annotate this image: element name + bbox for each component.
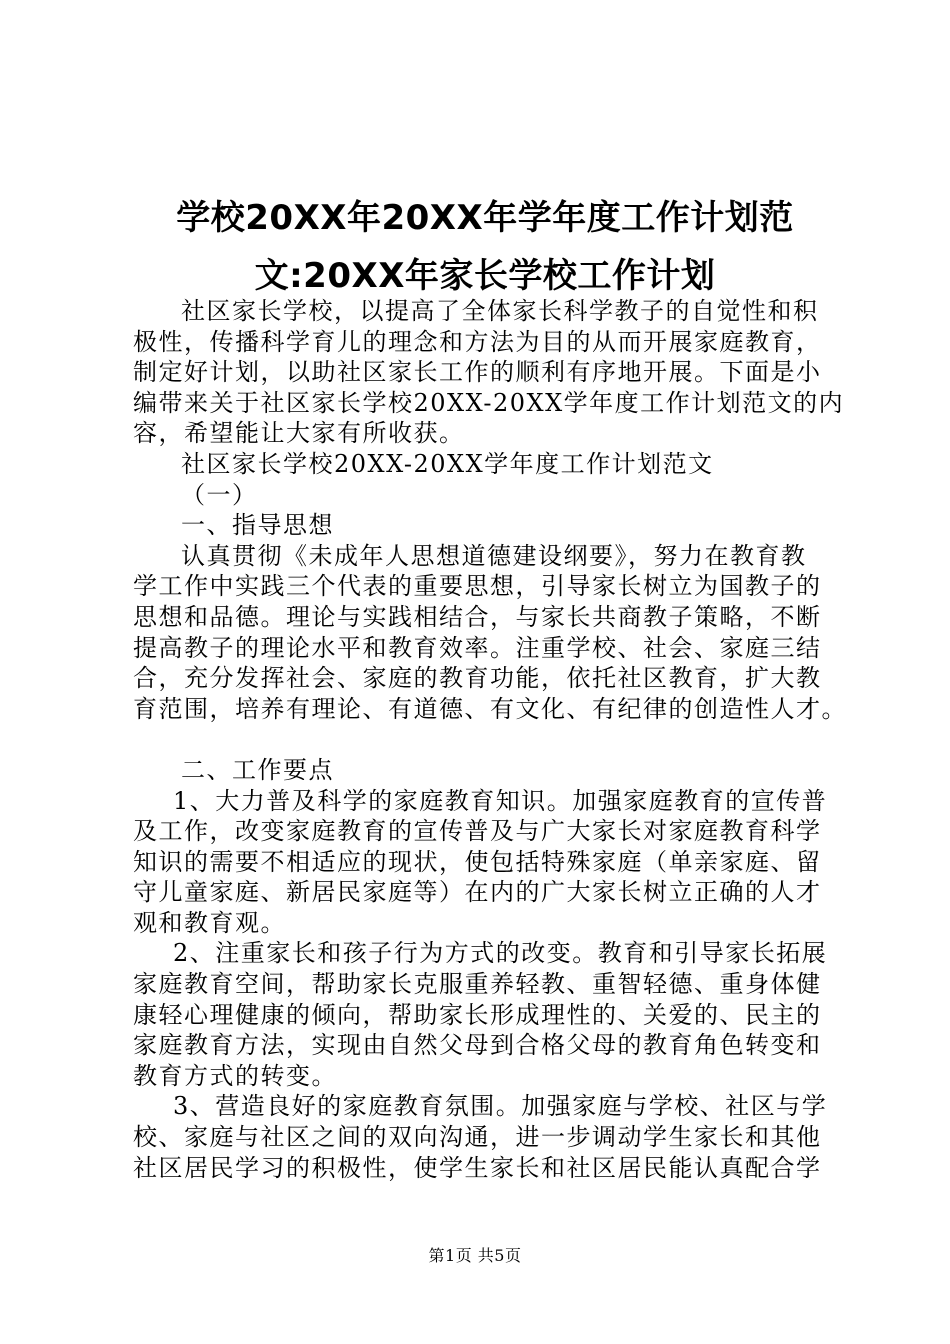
- intro-line: 编带来关于社区家长学校20XX-20XX学年度工作计划范文的内: [133, 388, 845, 417]
- guiding-line: 育范围，培养有理论、有道德、有文化、有纪律的创造性人才。: [133, 694, 847, 723]
- guiding-line: 思想和品德。理论与实践相结合，与家长共商教子策略，不断: [133, 602, 822, 631]
- point-2-line: 康轻心理健康的倾向，帮助家长形成理性的、关爱的、民主的: [133, 1000, 822, 1029]
- point-3-line: 社区居民学习的积极性，使学生家长和社区居民能认真配合学: [133, 1153, 822, 1182]
- point-3-line: 3、营造良好的家庭教育氛围。加强家庭与学校、社区与学: [173, 1092, 828, 1121]
- point-1-line: 观和教育观。: [133, 908, 286, 937]
- section-subtitle: 社区家长学校20XX-20XX学年度工作计划范文: [181, 449, 714, 478]
- heading-work-points: 二、工作要点: [181, 755, 334, 784]
- document-title-line-1: 学校20XX年20XX年学年度工作计划范: [176, 198, 794, 238]
- part-label: （一）: [181, 480, 258, 509]
- document-body: [133, 296, 847, 1183]
- point-1-line: 守儿童家庭、新居民家庭等）在内的广大家长树立正确的人才: [133, 878, 822, 907]
- point-2-line: 教育方式的转变。: [133, 1061, 337, 1090]
- point-2-line: 2、注重家长和孩子行为方式的改变。教育和引导家长拓展: [173, 939, 828, 968]
- document-title-line-2: 文:20XX年家长学校工作计划: [254, 256, 716, 296]
- guiding-line: 提高教子的理论水平和教育效率。注重学校、社会、家庭三结: [133, 633, 822, 662]
- intro-line: 制定好计划，以助社区家长工作的顺利有序地开展。下面是小: [133, 358, 822, 387]
- point-1-line: 及工作，改变家庭教育的宣传普及与广大家长对家庭教育科学: [133, 817, 822, 846]
- intro-line: 容，希望能让大家有所收获。: [133, 419, 465, 448]
- point-2-line: 家庭教育方法，实现由自然父母到合格父母的教育角色转变和: [133, 1031, 822, 1060]
- page-footer: 第1页 共5页: [428, 1246, 522, 1265]
- guiding-line: 学工作中实践三个代表的重要思想，引导家长树立为国教子的: [133, 572, 822, 601]
- point-2-line: 家庭教育空间，帮助家长克服重养轻教、重智轻德、重身体健: [133, 970, 822, 999]
- heading-guiding-ideology: 一、指导思想: [181, 511, 334, 540]
- guiding-line: 合，充分发挥社会、家庭的教育功能，依托社区教育，扩大教: [133, 664, 822, 693]
- point-3-line: 校、家庭与社区之间的双向沟通，进一步调动学生家长和其他: [133, 1123, 822, 1152]
- guiding-line: 认真贯彻《未成年人思想道德建设纲要》，努力在教育教: [181, 541, 807, 570]
- intro-line: 社区家长学校，以提高了全体家长科学教子的自觉性和积: [181, 297, 819, 325]
- point-1-line: 1、大力普及科学的家庭教育知识。加强家庭教育的宣传普: [173, 786, 828, 815]
- point-1-line: 知识的需要不相适应的现状，使包括特殊家庭（单亲家庭、留: [133, 847, 822, 876]
- blank-line: [133, 724, 833, 755]
- intro-line: 极性，传播科学育儿的理念和方法为目的从而开展家庭教育，: [133, 327, 822, 356]
